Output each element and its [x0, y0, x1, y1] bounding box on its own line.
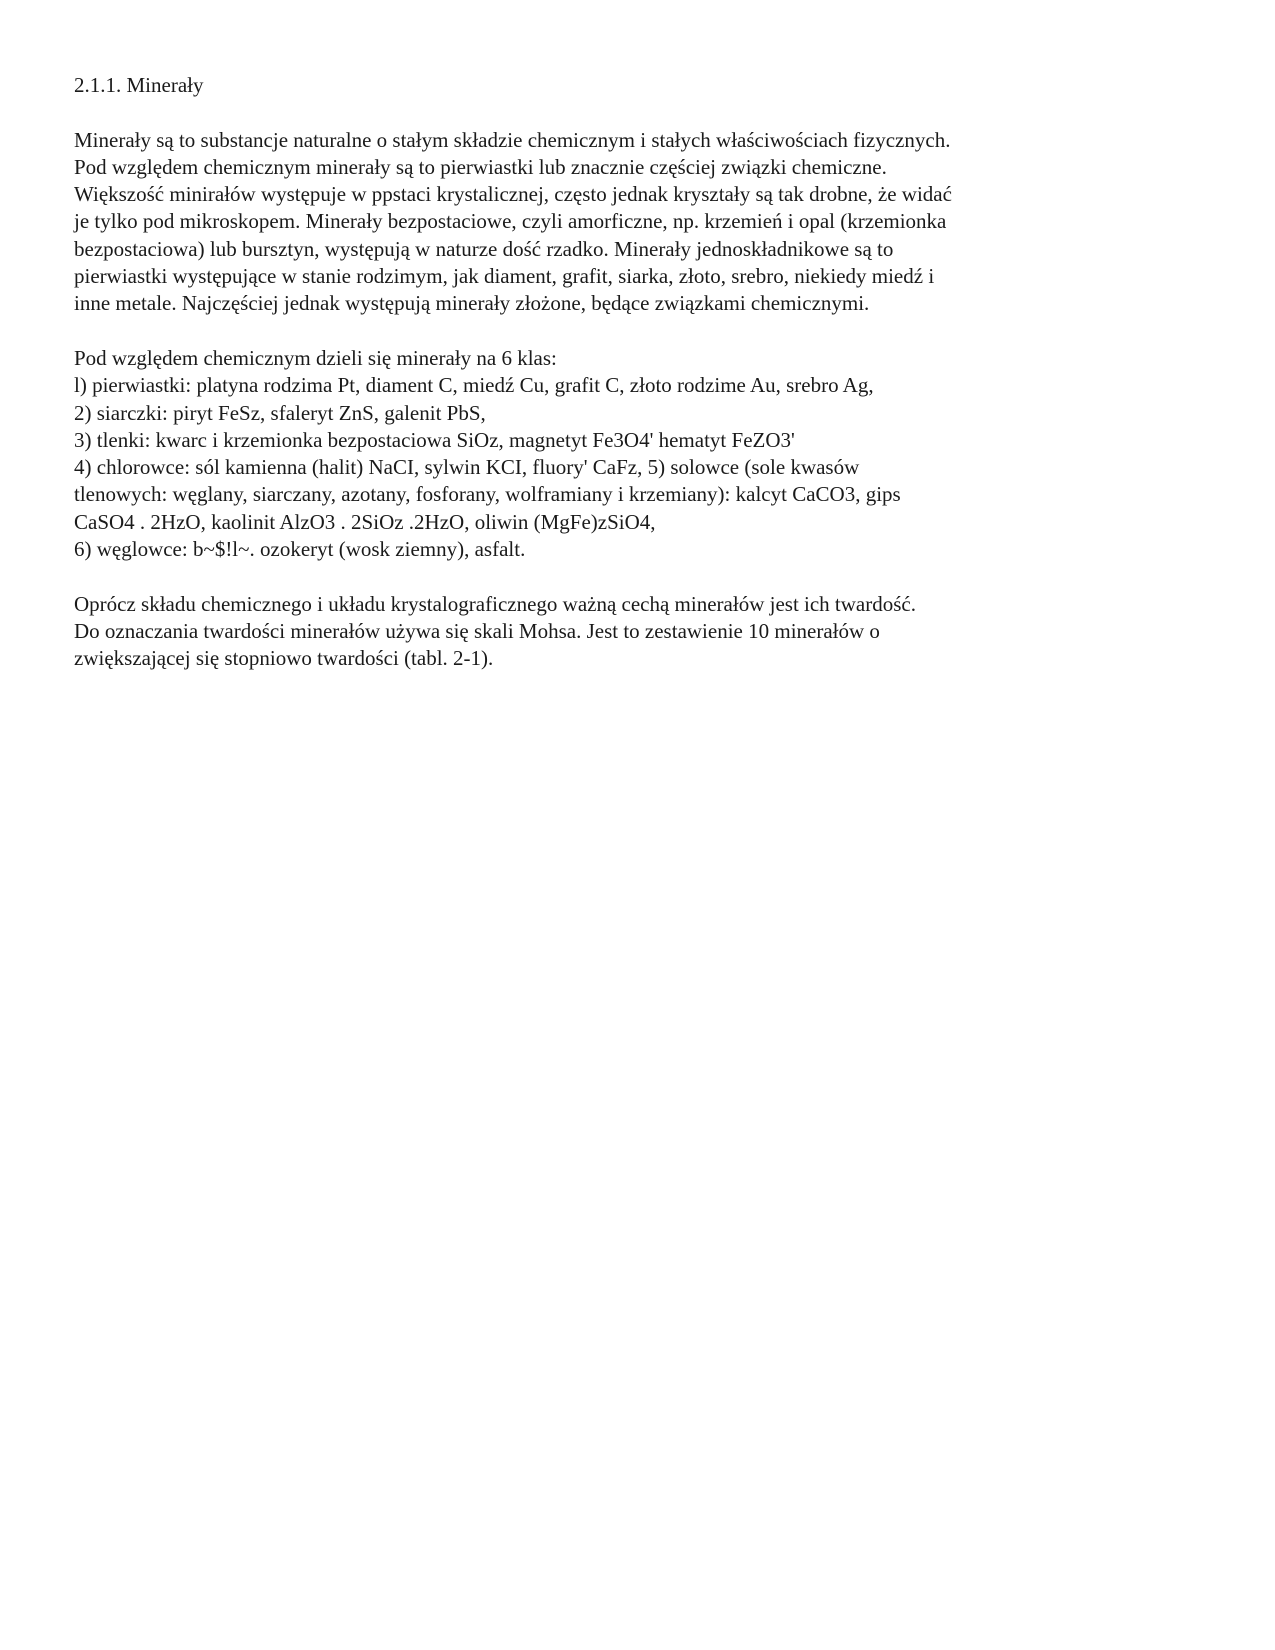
text-line: Do oznaczania twardości minerałów używa się skali Mohsa. Jest to zestawienie 10 minerałów o — [74, 618, 880, 643]
text-line: pierwiastki występujące w stanie rodzimym, jak diament, grafit, siarka, złoto, srebro, niekiedy miedź i — [74, 264, 935, 289]
text-line: inne metale. Najczęściej jednak występują minerały złożone, będące związkami chemicznymi. — [74, 291, 870, 316]
paragraph-gap — [74, 563, 1204, 590]
paragraph-mineral-classes — [74, 345, 1204, 563]
paragraph-mohs-hardness — [74, 591, 1204, 673]
text-line: zwiększającej się stopniowo twardości (tabl. 2-1). — [74, 646, 494, 671]
text-line: l) pierwiastki: platyna rodzima Pt, diament C, miedź Cu, grafit C, złoto rodzime Au, srebro Ag, — [74, 373, 874, 398]
document-page — [74, 72, 1204, 673]
text-line: 4) chlorowce: sól kamienna (halit) NaCI, sylwin KCI, fluory' CaFz, 5) solowce (sole kwasów — [74, 455, 860, 480]
text-line: Większość minirałów występuje w ppstaci krystalicznej, często jednak kryształy są tak drobne, że widać — [74, 182, 952, 207]
paragraph-minerals-definition — [74, 127, 1204, 318]
text-line: tlenowych: węglany, siarczany, azotany, fosforany, wolframiany i krzemiany): kalcyt CaCO3, gips — [74, 482, 901, 507]
text-line: Oprócz składu chemicznego i układu krystalograficznego ważną cechą minerałów jest ich twardość. — [74, 591, 916, 616]
text-line: Pod względem chemicznym minerały są to pierwiastki lub znacznie częściej związki chemiczne. — [74, 154, 887, 179]
text-line: Pod względem chemicznym dzieli się minerały na 6 klas: — [74, 345, 557, 370]
paragraph-gap — [74, 99, 1204, 126]
text-line: je tylko pod mikroskopem. Minerały bezpostaciowe, czyli amorficzne, np. krzemień i opal (krzemionka — [74, 209, 947, 234]
text-line: CaSO4 . 2HzO, kaolinit AlzO3 . 2SiOz .2HzO, oliwin (MgFe)zSiO4, — [74, 509, 656, 534]
text-line: Minerały są to substancje naturalne o stałym składzie chemicznym i stałych właściwościach fizycznych. — [74, 127, 951, 152]
paragraph-gap — [74, 318, 1204, 345]
text-line: 3) tlenki: kwarc i krzemionka bezpostaciowa SiOz, magnetyt Fe3O4' hematyt FeZO3' — [74, 427, 795, 452]
text-line: bezpostaciowa) lub bursztyn, występują w naturze dość rzadko. Minerały jednoskładnikowe są to — [74, 236, 894, 261]
text-line: 2) siarczki: piryt FeSz, sfaleryt ZnS, galenit PbS, — [74, 400, 486, 425]
section-heading: 2.1.1. Minerały — [74, 73, 204, 97]
text-line: 6) węglowce: b~$!l~. ozokeryt (wosk ziemny), asfalt. — [74, 537, 526, 562]
